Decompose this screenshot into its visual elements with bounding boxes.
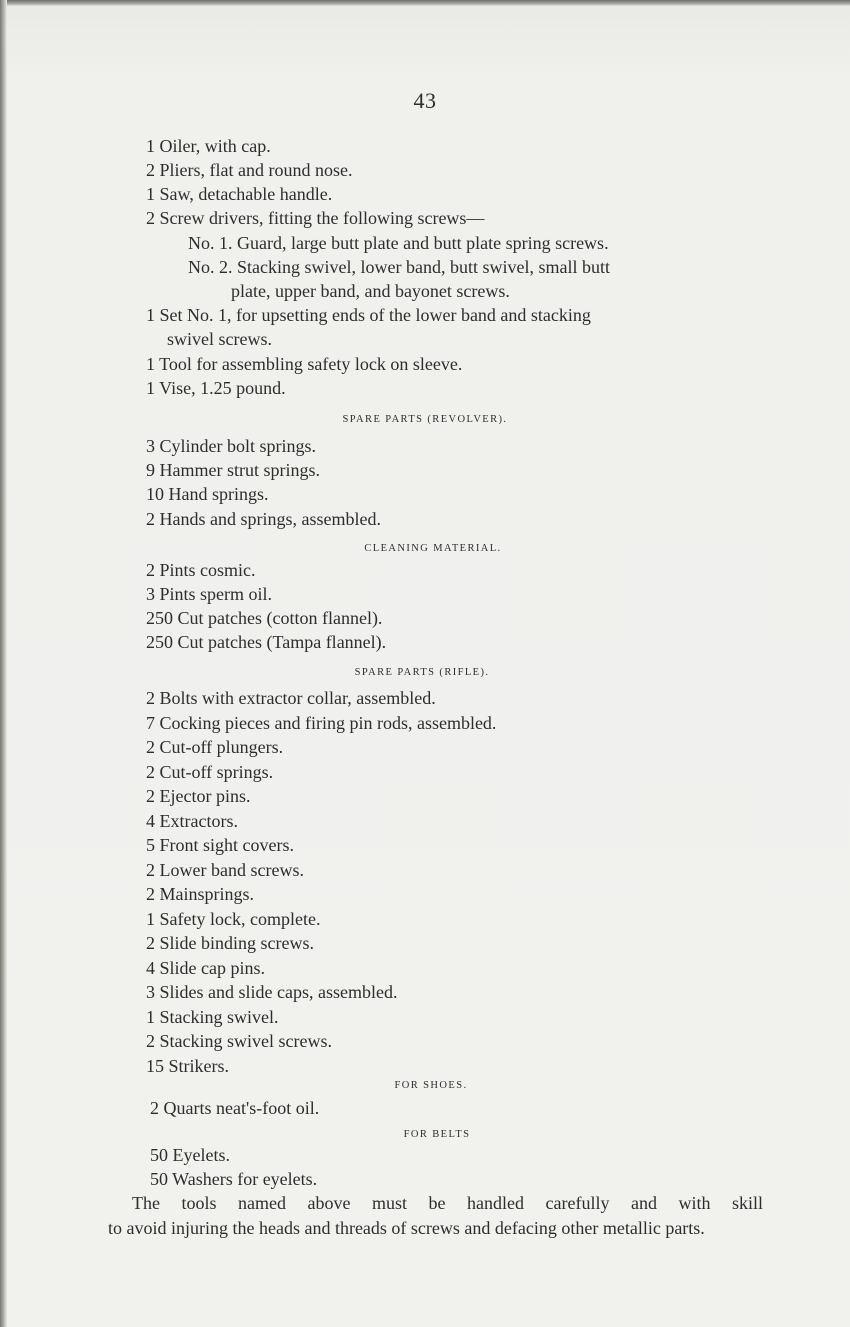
list-item: 3 Cylinder bolt springs. — [146, 436, 316, 456]
list-item-continuation: plate, upper band, and bayonet screws. — [231, 281, 510, 301]
closing-paragraph-rest: to avoid injuring the heads and threads of screws and defacing other metallic parts. — [108, 1218, 705, 1238]
list-item: 2 Ejector pins. — [146, 786, 251, 806]
list-item: 2 Lower band screws. — [146, 860, 304, 880]
list-item: 4 Extractors. — [146, 811, 238, 831]
list-item: 10 Hand springs. — [146, 484, 269, 504]
list-item: 2 Bolts with extractor collar, assembled. — [146, 688, 436, 708]
list-item: 1 Safety lock, complete. — [146, 909, 321, 929]
list-item: 1 Set No. 1, for upsetting ends of the lower band and stacking — [146, 305, 591, 325]
list-item: 2 Quarts neat's-foot oil. — [150, 1098, 320, 1118]
list-item: 7 Cocking pieces and firing pin rods, assembled. — [146, 713, 497, 733]
page-top-edge — [0, 0, 850, 6]
list-item: 9 Hammer strut springs. — [146, 460, 320, 480]
list-item: 2 Slide binding screws. — [146, 933, 314, 953]
list-item: 3 Slides and slide caps, assembled. — [146, 982, 398, 1002]
list-item: 2 Cut-off plungers. — [146, 737, 284, 757]
section-heading: CLEANING MATERIAL. — [364, 543, 502, 554]
closing-paragraph — [108, 1191, 763, 1241]
section-heading: SPARE PARTS (RIFLE). — [354, 667, 490, 678]
list-item: 2 Cut-off springs. — [146, 762, 274, 782]
list-item: 1 Oiler, with cap. — [146, 136, 271, 156]
list-item: 2 Stacking swivel screws. — [146, 1031, 332, 1051]
list-item: 2 Mainsprings. — [146, 884, 254, 904]
list-item: 3 Pints sperm oil. — [146, 584, 273, 604]
list-item: 2 Screw drivers, fitting the following screws— — [146, 208, 485, 228]
page-number: 43 — [413, 88, 437, 113]
list-item-sub: No. 1. Guard, large butt plate and butt plate spring screws. — [188, 233, 609, 253]
list-item: 2 Pliers, flat and round nose. — [146, 160, 353, 180]
list-item: 4 Slide cap pins. — [146, 958, 265, 978]
list-item: 250 Cut patches (Tampa flannel). — [146, 632, 387, 652]
section-heading: FOR BELTS — [403, 1129, 471, 1140]
list-item: 50 Washers for eyelets. — [150, 1169, 318, 1189]
list-item: 50 Eyelets. — [150, 1145, 230, 1165]
list-item: 2 Pints cosmic. — [146, 560, 256, 580]
list-item: 5 Front sight covers. — [146, 835, 294, 855]
list-item: 1 Vise, 1.25 pound. — [146, 378, 286, 398]
section-heading: FOR SHOES. — [394, 1080, 468, 1091]
list-item: 2 Hands and springs, assembled. — [146, 509, 381, 529]
section-heading: SPARE PARTS (REVOLVER). — [342, 414, 508, 425]
closing-paragraph-first-line: The tools named above must be handled carefully and with skill — [132, 1193, 763, 1213]
list-item: 15 Strikers. — [146, 1056, 229, 1076]
list-item: 250 Cut patches (cotton flannel). — [146, 608, 383, 628]
list-item: 1 Stacking swivel. — [146, 1007, 279, 1027]
list-item: 1 Tool for assembling safety lock on sleeve. — [146, 354, 463, 374]
list-item-sub: No. 2. Stacking swivel, lower band, butt swivel, small butt — [188, 257, 610, 277]
list-item-continuation: swivel screws. — [167, 329, 272, 349]
list-item: 1 Saw, detachable handle. — [146, 184, 333, 204]
